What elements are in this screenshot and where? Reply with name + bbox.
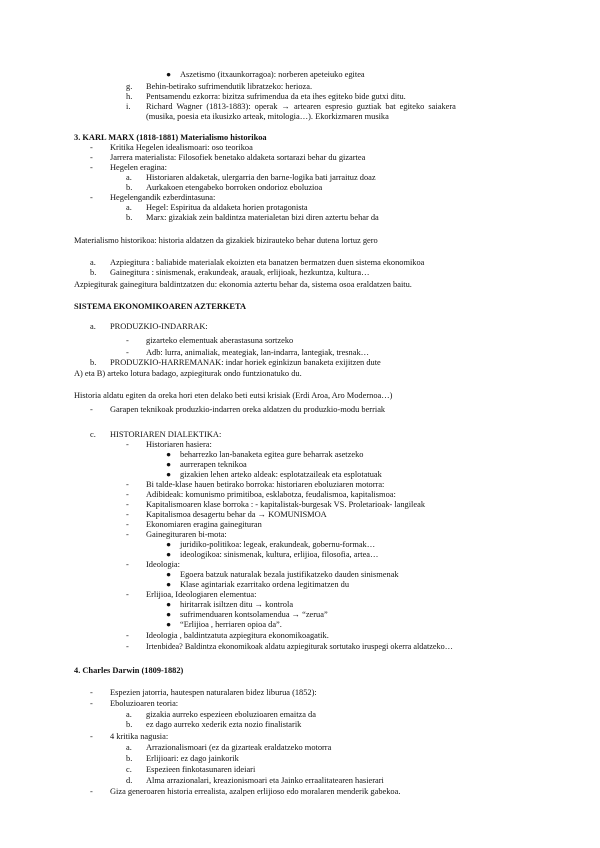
list-marker: b. <box>126 183 133 192</box>
text-line: Aszetismo (itxaunkorragoa): norberen apeteiuko egitea <box>180 70 365 79</box>
dash-marker: - <box>126 500 129 509</box>
text-line: PRODUZKIO-HARREMANAK: indar horiek eginkizun banaketa exijitzen dute <box>110 358 381 367</box>
bullet-marker: ● <box>166 460 172 469</box>
list-marker: h. <box>126 92 133 101</box>
text-line: Gainegituraren bi-mota: <box>146 530 227 539</box>
section-heading: SISTEMA EKONOMIKOAREN AZTERKETA <box>74 302 247 311</box>
text-line: HISTORIAREN DIALEKTIKA: <box>110 430 222 439</box>
text-line: Adibideak: komunismo primitiboa, esklabotza, feudalismoa, kapitalismoa: <box>146 490 396 499</box>
text-line: juridiko-politikoa: legeak, erakundeak, gobernu-formak… <box>180 540 376 549</box>
text-line: Richard Wagner (1813-1883): operak → artearen espresio guztiak bat egiteko saiakera <box>146 102 456 111</box>
definition-line: Materialismo historikoa: historia aldatzen da gizakiek bizirauteko behar dutena lortuz gero <box>74 236 378 245</box>
dash-marker: - <box>126 348 129 357</box>
text-line: Ideologia: <box>146 560 180 569</box>
bullet-marker: ● <box>166 70 172 79</box>
list-marker: a. <box>90 322 96 331</box>
text-line: Kapitalismoa desagertu behar da → KOMUNISMOA <box>146 510 327 519</box>
text-line: Aurkakoen etengabeko borroken ondorioz eboluzioa <box>146 183 323 192</box>
bullet-marker: ● <box>166 620 172 629</box>
text-line: Espezien jatorria, hautespen naturalaren bidez liburua (1852): <box>110 688 317 697</box>
dash-marker: - <box>90 699 93 708</box>
text-line: Hegelengandik ezberdintasuna: <box>110 193 216 202</box>
text-line: gizakien lehen arteko aldeak: esplotatzaileak eta esplotatuak <box>180 470 382 479</box>
list-marker: a. <box>126 710 132 719</box>
bullet-marker: ● <box>166 570 172 579</box>
text-line: gizakia aurreko espezieen eboluzioaren emaitza da <box>146 710 316 719</box>
text-line: Pentsamendu ezkorra: bizitza sufrimendua da eta ihes egiteko bide gutxi ditu. <box>146 92 406 101</box>
list-marker: a. <box>126 203 132 212</box>
text-line: gizarteko elementuak aberastasuna sortzeko <box>146 336 294 345</box>
dash-marker: - <box>90 163 93 172</box>
text-line: ideologikoa: sinismenak, kultura, erlijioa, filosofia, artea… <box>180 550 379 559</box>
text-line: Historia aldatu egiten da oreka hori eten delako beti eutsi krisiak (Erdi Aroa, Aro Modernoa…) <box>74 391 393 400</box>
text-line: Arrazionalismoari (ez da gizarteak eraldatzeko motorra <box>146 743 332 752</box>
bullet-marker: ● <box>166 470 172 479</box>
text-line: Kritika Hegelen idealismoari: oso teorikoa <box>110 143 253 152</box>
text-line: hiritarrak isiltzen ditu → kontrola <box>180 600 294 609</box>
text-line: “Erlijioa , herriaren opioa da”. <box>180 620 282 629</box>
text-line: Behin-betirako sufrimendutik libratzeko: herioza. <box>146 82 313 91</box>
dash-marker: - <box>126 642 129 651</box>
bullet-marker: ● <box>166 550 172 559</box>
text-line: Historiaren hasiera: <box>146 440 212 449</box>
dash-marker: - <box>90 688 93 697</box>
text-line: Adb: lurra, animaliak, meategiak, lan-indarra, lantegiak, tresnak… <box>146 348 370 357</box>
dash-marker: - <box>126 480 129 489</box>
text-line: (musika, poesia eta ikusizko arteak, mitologia…). Ekorkizmaren musika <box>146 112 389 121</box>
bullet-marker: ● <box>166 600 172 609</box>
list-marker: b. <box>126 720 133 729</box>
text-line: Irtenbidea? Baldintza ekonomikoak aldatu azpiegiturak sortutako iruspegi okerra aldatzeko… <box>146 642 453 651</box>
dash-marker: - <box>126 590 129 599</box>
text-line: Ideologia , baldintzatuta azpiegitura ekonomikoagatik. <box>146 631 329 640</box>
bullet-marker: ● <box>166 610 172 619</box>
list-marker: c. <box>126 765 132 774</box>
dash-marker: - <box>126 336 129 345</box>
text-line: A) eta B) arteko lotura badago, azpiegiturak ondo funtzionatuko du. <box>74 369 302 378</box>
list-marker: c. <box>90 430 96 439</box>
text-line: Erlijioa, Ideologiaren elementua: <box>146 590 257 599</box>
dash-marker: - <box>90 732 93 741</box>
dash-marker: - <box>126 631 129 640</box>
text-line: Kapitalismoaren klase borroka : - kapitalistak-burgesak VS. Proletarioak- langileak <box>146 500 426 509</box>
text-line: sufrimenduaren kontsolamendua → “zerua” <box>180 610 328 619</box>
text-line: Hegelen eragina: <box>110 163 167 172</box>
dash-marker: - <box>90 153 93 162</box>
dash-marker: - <box>90 787 93 796</box>
dash-marker: - <box>126 530 129 539</box>
dash-marker: - <box>126 520 129 529</box>
text-line: Ekonomiaren eragina gainegituran <box>146 520 262 529</box>
text-line: Alma arrazionalari, kreazionismoari eta Jainko erraalitatearen hasierari <box>146 776 384 785</box>
text-line: Egoera batzuk naturalak bezala justifikatzeko dauden sinismenak <box>180 570 399 579</box>
section-heading: 4. Charles Darwin (1809-1882) <box>74 666 184 675</box>
list-marker: b. <box>90 268 97 277</box>
text-line: Historiaren aldaketak, ulergarria den barne-logika bati jarraituz doaz <box>146 173 376 182</box>
dash-marker: - <box>90 143 93 152</box>
text-line: Klase agintariak ezarritako ordena legitimatzen du <box>180 580 350 589</box>
text-line: Marx: gizakiak zein baldintza materialetan bizi diren aztertu behar da <box>146 213 379 222</box>
text-line: ez dago aurreko xederik ezta nozio finalistarik <box>146 720 302 729</box>
bullet-marker: ● <box>166 540 172 549</box>
text-line: Espezieen finkotasunaren ideiari <box>146 765 256 774</box>
text-line: Bi talde-klase hauen betirako borroka: historiaren eboluziaren motorra: <box>146 480 385 489</box>
list-marker: b. <box>126 213 133 222</box>
list-marker: g. <box>126 82 133 91</box>
text-line: Giza generoaren historia errealista, azalpen erlijioso edo moralaren menderik gabekoa. <box>110 787 401 796</box>
text-line: PRODUZKIO-INDARRAK: <box>110 322 208 331</box>
text-line: Hegel: Espiritua da aldaketa horien protagonista <box>146 203 308 212</box>
list-marker: a. <box>90 258 96 267</box>
dash-marker: - <box>126 490 129 499</box>
list-marker: a. <box>126 173 132 182</box>
bullet-marker: ● <box>166 450 172 459</box>
dash-marker: - <box>126 560 129 569</box>
text-line: beharrezko lan-banaketa egitea gure beharrak asetzeko <box>180 450 364 459</box>
text-line: Garapen teknikoak produzkio-indarren oreka aldatzen du produzkio-modu berriak <box>110 405 386 414</box>
text-line: Jarrera materialista: Filosofiek benetako aldaketa sortarazi behar du gizartea <box>110 153 366 162</box>
list-marker: a. <box>126 743 132 752</box>
section-heading: 3. KARL MARX (1818-1881) Materialismo historikoa <box>74 133 267 142</box>
bullet-marker: ● <box>166 580 172 589</box>
text-line: Erlijioari: ez dago jainkorik <box>146 754 239 763</box>
dash-marker: - <box>90 405 93 414</box>
list-marker: b. <box>90 358 97 367</box>
list-marker: i. <box>126 102 131 111</box>
text-line: aurrerapen teknikoa <box>180 460 247 469</box>
text-line: Azpiegitura : baliabide materialak ekoizten eta banatzen bermatzen duen sistema ekonomikoa <box>110 258 425 267</box>
list-marker: b. <box>126 754 133 763</box>
dash-marker: - <box>126 440 129 449</box>
text-line: 4 kritika nagusia: <box>110 732 169 741</box>
list-marker: d. <box>126 776 133 785</box>
text-line: Azpiegiturak gainegitura baldintzatzen du: ekonomia aztertu behar da, sistema osoa eraldatzen baitu. <box>74 280 412 289</box>
dash-marker: - <box>90 193 93 202</box>
dash-marker: - <box>126 510 129 519</box>
text-line: Gainegitura : sinismenak, erakundeak, arauak, erlijioak, hezkuntza, kultura… <box>110 268 370 277</box>
text-line: Eboluzioaren teoria: <box>110 699 179 708</box>
